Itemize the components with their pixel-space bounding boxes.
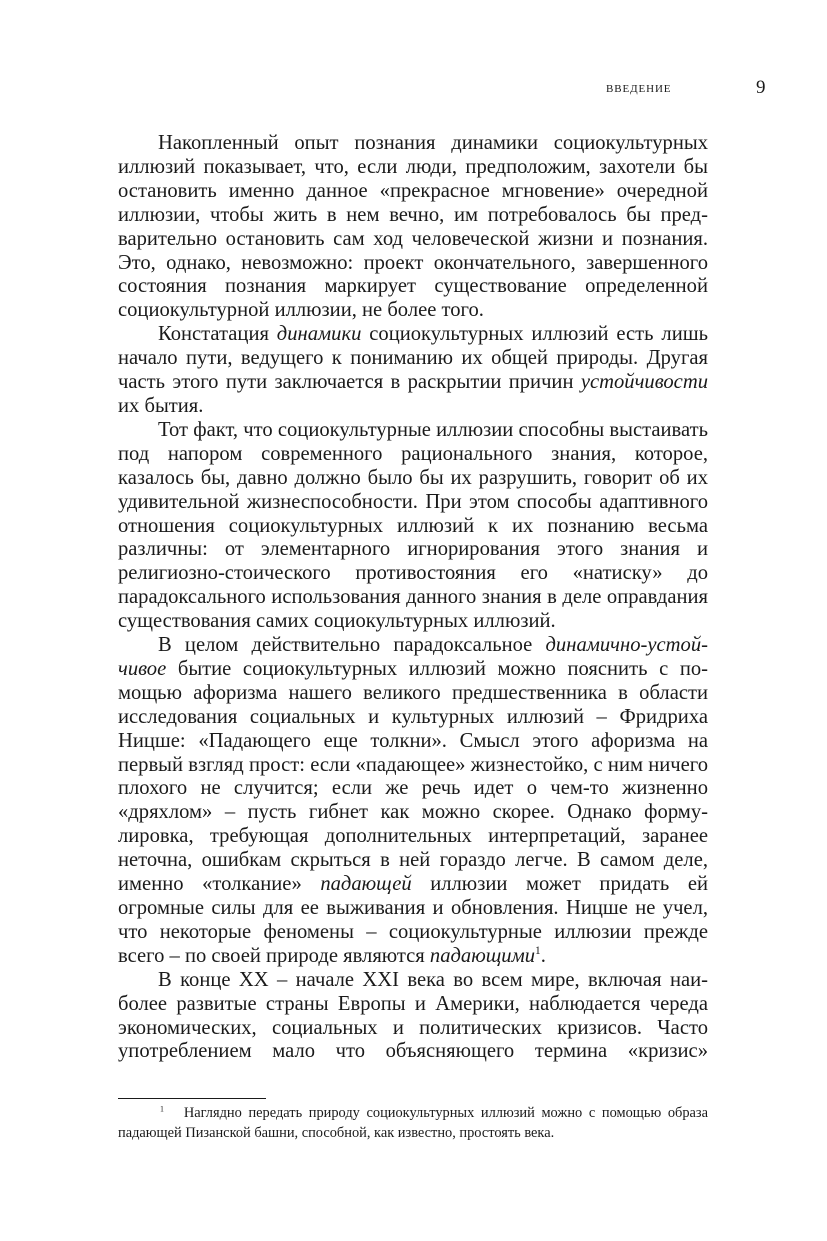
- footnote: [118, 1104, 708, 1143]
- paragraph-text: Констатация: [158, 323, 277, 346]
- paragraph-text: Тот факт, что социокультурные иллюзии способны выстаивать под напором современного рационального знания, которое, казалось бы, давно должно было бы их разрушить, говорит об их удивительной жизнеспособности. При этом способы адаптивного отношения социокультурных иллюзий к их познанию весьма различны: от элементарного игнорирования этого знания и религиозно-стоического противостояния его «натиску» до парадоксального использования данного знания в деле оправдания существования самих социокультурных иллюзий.: [118, 418, 708, 633]
- running-head: [0, 79, 827, 99]
- emphasis-text: падающими: [429, 944, 536, 967]
- body-text: [118, 132, 708, 1064]
- paragraph-text: бытие социокультурных иллюзий можно пояснить с помощью афоризма нашего великого предшественника в области исследования социальных и культурных иллюзий – Фридриха Ницше: «Падающего еще толкни». Смысл этого афоризма на первый взгляд прост: если «падающее» жизнестойко, с ним ничего плохого не случится; если же речь идет о чем-то жизненно «дряхлом» – пусть гибнет как можно скорее. Однако формулировка, требующая дополнительных интерпретаций, заранее неточна, ошибкам скрыться в ней гораздо легче. В самом деле, именно «толкание»: [118, 657, 708, 896]
- footnote-reference: 1: [535, 944, 541, 957]
- running-head-section: ВВЕДЕНИЕ: [606, 83, 672, 95]
- paragraph-text: социокультурных иллюзий есть лишь начало пути, ведущего к пониманию их общей природы. Другая часть этого пути заключается в раскрытии причин: [118, 323, 708, 394]
- paragraph: [118, 323, 708, 419]
- paragraph: [118, 969, 708, 1065]
- paragraph: [118, 419, 708, 634]
- emphasis-text: динамично-устойчивое: [118, 634, 708, 680]
- emphasis-text: устойчивости: [580, 371, 708, 394]
- footnote-text: Наглядно передать природу социокультурных иллюзий можно с помощью образа падающей Пизанской башни, способной, как известно, простоять века.: [118, 1105, 708, 1141]
- page-number: 9: [756, 77, 766, 98]
- footnote-divider: [118, 1098, 266, 1099]
- emphasis-text: динамики: [276, 323, 362, 346]
- paragraph-text: .: [540, 944, 546, 967]
- paragraph: [118, 132, 708, 323]
- paragraph-text: В конце XX – начале XXI века во всем мире, включая наиболее развитые страны Европы и Америки, наблюдается череда экономических, социальных и политических кризисов. Часто употреблением мало что объясняющего термина «кризис»: [118, 968, 708, 1063]
- paragraph-text: их бытия.: [118, 394, 204, 417]
- paragraph: [118, 634, 708, 969]
- footnote-mark: 1: [160, 1104, 164, 1114]
- paragraph-text: В целом действительно парадоксальное: [158, 634, 546, 657]
- emphasis-text: падающей: [320, 873, 412, 896]
- paragraph-text: Накопленный опыт познания динамики социокультурных иллюзий показывает, что, если люди, предположим, захотели бы остановить именно данное «прекрасное мгновение» очередной иллюзии, чтобы жить в нем вечно, им потребовалось бы предварительно остановить сам ход человеческой жизни и познания. Это, однако, невозможно: проект окончательного, завершенного состояния познания маркирует существование определенной социокультурной иллюзии, не более того.: [118, 132, 708, 322]
- paragraph-text: иллюзии может придать ей огромные силы для ее выживания и обновления. Ницше не учел, что некоторые феномены – социокультурные иллюзии прежде всего – по своей природе являются: [118, 873, 708, 967]
